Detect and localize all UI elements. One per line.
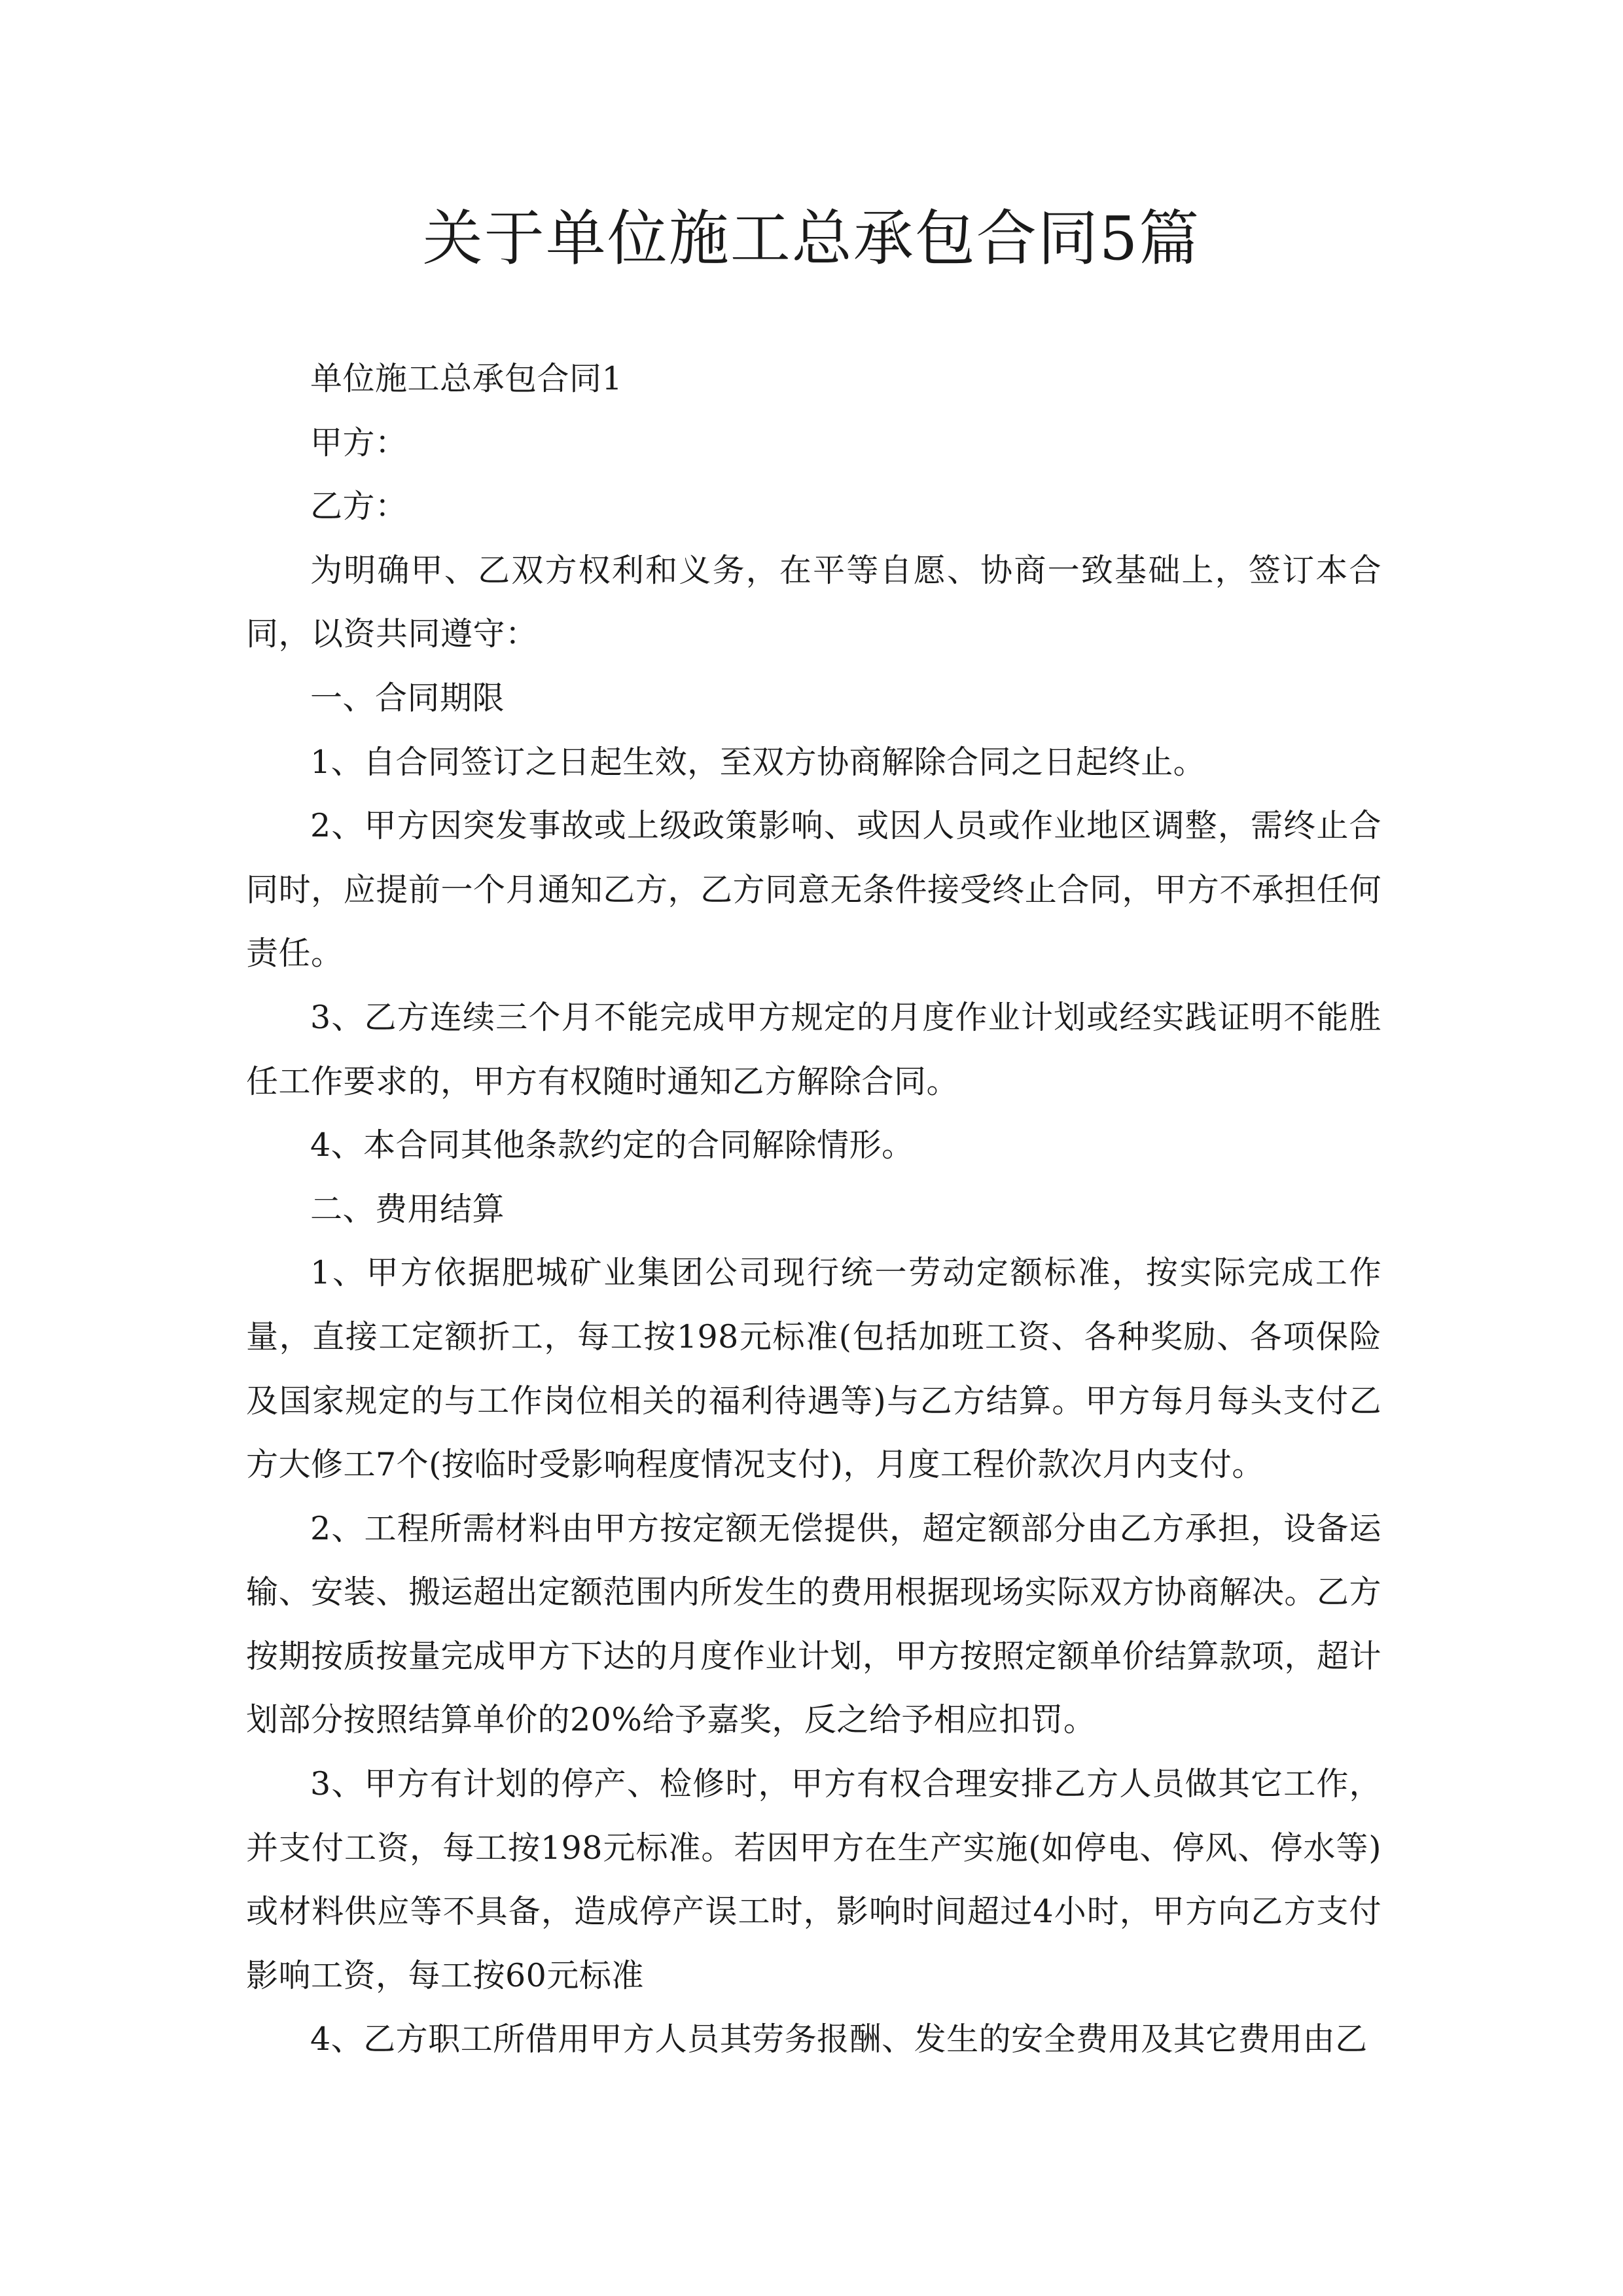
paragraph-settlement-3: 3、甲方有计划的停产、检修时，甲方有权合理安排乙方人员做其它工作，并支付工资，每工按198元标准。若因甲方在生产实施(如停电、停风、停水等)或材料供应等不具备，造成停产误工时，影响时间超过4小时，甲方向乙方支付影响工资，每工按60元标准: [246, 1765, 1382, 1994]
paragraph-term-1: 1、自合同签订之日起生效，至双方协商解除合同之日起终止。: [310, 743, 1206, 781]
paragraph-term-4: 4、本合同其他条款约定的合同解除情形。: [310, 1126, 914, 1164]
paragraph-settlement-4: 4、乙方职工所借用甲方人员其劳务报酬、发生的安全费用及其它费用由乙: [310, 2020, 1368, 2058]
section-heading-settlement: 二、费用结算: [310, 1190, 505, 1228]
paragraph-party-a: 甲方：: [310, 423, 408, 461]
paragraph-term-3: 3、乙方连续三个月不能完成甲方规定的月度作业计划或经实践证明不能胜任工作要求的，甲方有权随时通知乙方解除合同。: [246, 998, 1382, 1100]
document-body: [246, 347, 1382, 2072]
paragraph-term-2: 2、甲方因突发事故或上级政策影响、或因人员或作业地区调整，需终止合同时，应提前一个月通知乙方，乙方同意无条件接受终止合同，甲方不承担任何责任。: [246, 807, 1382, 973]
paragraph-preamble: 为明确甲、乙双方权利和义务，在平等自愿、协商一致基础上，签订本合同，以资共同遵守：: [246, 551, 1382, 653]
paragraph-contract-heading: 单位施工总承包合同1: [310, 360, 623, 397]
paragraph-settlement-1: 1、甲方依据肥城矿业集团公司现行统一劳动定额标准，按实际完成工作量，直接工定额折工，每工按198元标准(包括加班工资、各种奖励、各项保险及国家规定的与工作岗位相关的福利待遇等)与乙方结算。甲方每月每头支付乙方大修工7个(按临时受影响程度情况支付)，月度工程价款次月内支付。: [246, 1254, 1382, 1484]
document-title: 关于单位施工总承包合同5篇: [422, 204, 1201, 274]
section-heading-term: 一、合同期限: [310, 679, 505, 717]
paragraph-party-b: 乙方：: [310, 488, 408, 526]
paragraph-settlement-2: 2、工程所需材料由甲方按定额无偿提供，超定额部分由乙方承担，设备运输、安装、搬运超出定额范围内所发生的费用根据现场实际双方协商解决。乙方按期按质按量完成甲方下达的月度作业计划，甲方按照定额单价结算款项，超计划部分按照结算单价的20%给予嘉奖，反之给予相应扣罚。: [246, 1509, 1382, 1739]
